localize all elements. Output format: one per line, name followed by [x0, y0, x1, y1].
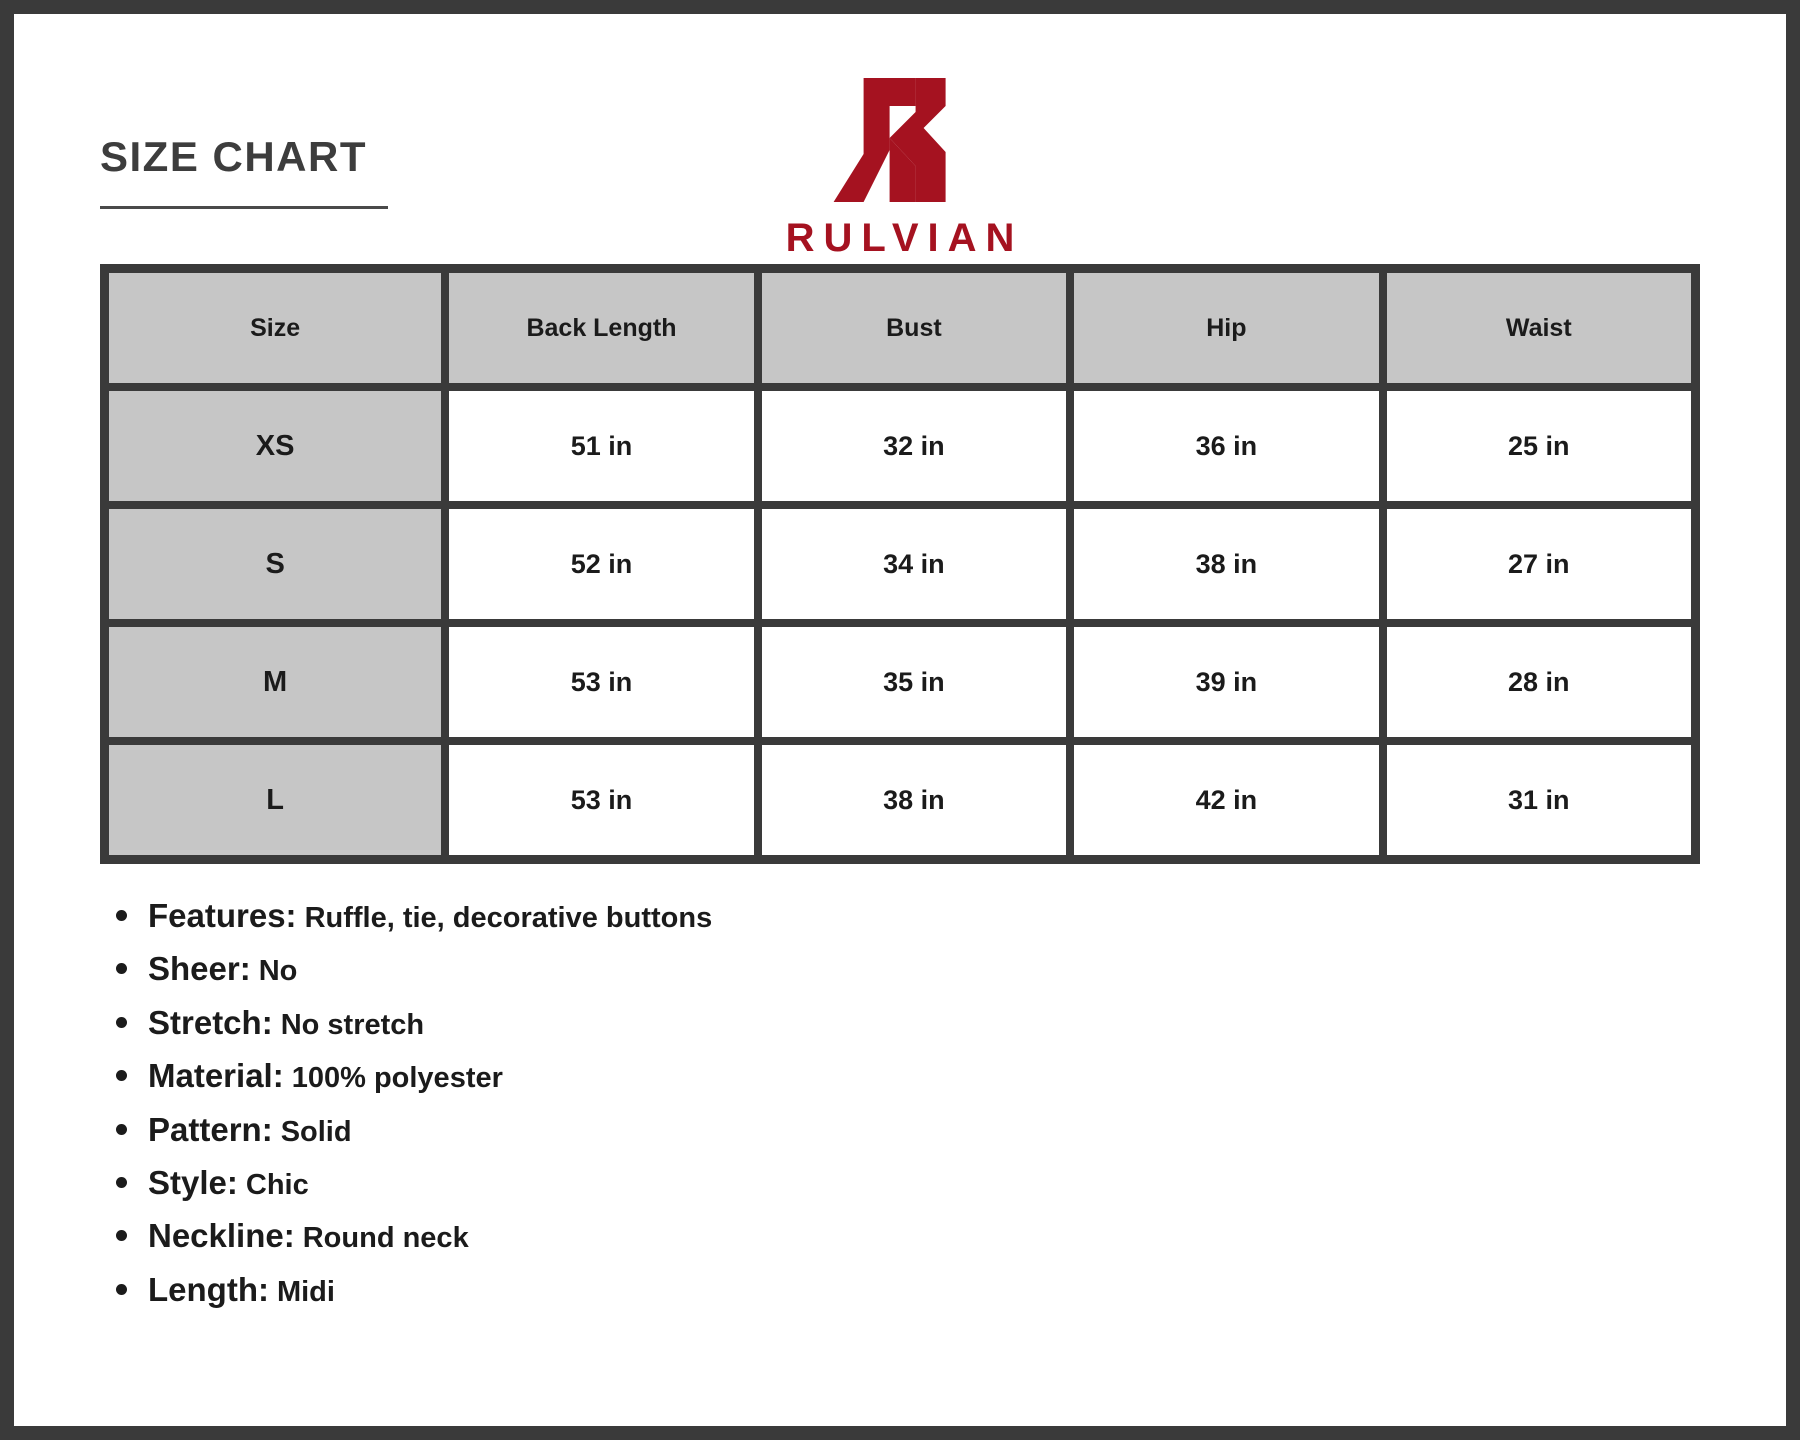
spec-value: Ruffle, tie, decorative buttons	[304, 902, 713, 934]
column-header-back-length: Back Length	[445, 269, 757, 387]
spec-value: Solid	[280, 1115, 352, 1148]
cell-size: S	[105, 505, 445, 623]
spec-value: Round neck	[302, 1222, 469, 1255]
table-body	[105, 387, 1695, 859]
spec-label: Length:	[148, 1270, 269, 1308]
product-specs-list	[100, 896, 1700, 1310]
table-row	[105, 387, 1695, 505]
column-header-size: Size	[105, 269, 445, 387]
spec-label: Stretch:	[148, 1003, 273, 1041]
list-item	[112, 1003, 1700, 1043]
cell-back-length: 53 in	[445, 741, 757, 859]
spec-label: Neckline:	[148, 1217, 295, 1255]
cell-hip: 42 in	[1070, 741, 1382, 859]
cell-waist: 27 in	[1383, 505, 1695, 623]
cell-back-length: 53 in	[445, 623, 757, 741]
document-header	[100, 14, 1700, 264]
table-row	[105, 505, 1695, 623]
cell-bust: 38 in	[758, 741, 1070, 859]
cell-waist: 31 in	[1383, 741, 1695, 859]
spec-label: Material:	[148, 1057, 284, 1095]
cell-hip: 39 in	[1070, 623, 1382, 741]
spec-value: 100% polyester	[291, 1062, 503, 1095]
spec-label: Pattern:	[148, 1110, 273, 1148]
table-row	[105, 623, 1695, 741]
spec-value: Midi	[276, 1275, 335, 1308]
document-body	[14, 14, 1786, 1426]
cell-size: M	[105, 623, 445, 741]
title-block	[100, 133, 388, 209]
cell-waist: 28 in	[1383, 623, 1695, 741]
table-row	[105, 741, 1695, 859]
brand-logo	[777, 70, 1024, 261]
cell-size: L	[105, 741, 445, 859]
list-item	[112, 949, 1700, 989]
spec-label: Sheer:	[148, 950, 251, 988]
list-item	[112, 1056, 1700, 1096]
cell-hip: 38 in	[1070, 505, 1382, 623]
cell-bust: 34 in	[758, 505, 1070, 623]
cell-bust: 35 in	[758, 623, 1070, 741]
spec-value: No	[258, 955, 298, 988]
column-header-hip: Hip	[1070, 269, 1382, 387]
spec-value: No stretch	[280, 1008, 425, 1041]
spec-label: Style:	[148, 1163, 238, 1201]
list-item	[112, 1110, 1700, 1150]
spec-label: Features:	[148, 897, 297, 934]
column-header-bust: Bust	[758, 269, 1070, 387]
spec-value: Chic	[245, 1168, 309, 1201]
table-header	[105, 269, 1695, 387]
list-item	[112, 1216, 1700, 1256]
list-item	[112, 896, 1700, 936]
list-item	[112, 1270, 1700, 1310]
column-header-waist: Waist	[1383, 269, 1695, 387]
rulvian-r-monogram-icon	[820, 70, 980, 210]
brand-name: RULVIAN	[785, 216, 1024, 260]
title-underline-divider	[100, 206, 388, 209]
table-header-row	[105, 269, 1695, 387]
cell-hip: 36 in	[1070, 387, 1382, 505]
list-item	[112, 1163, 1700, 1203]
size-chart-table	[100, 264, 1700, 864]
cell-size: XS	[105, 387, 445, 505]
cell-waist: 25 in	[1383, 387, 1695, 505]
cell-back-length: 51 in	[445, 387, 757, 505]
cell-back-length: 52 in	[445, 505, 757, 623]
page-title: SIZE CHART	[100, 133, 367, 180]
cell-bust: 32 in	[758, 387, 1070, 505]
